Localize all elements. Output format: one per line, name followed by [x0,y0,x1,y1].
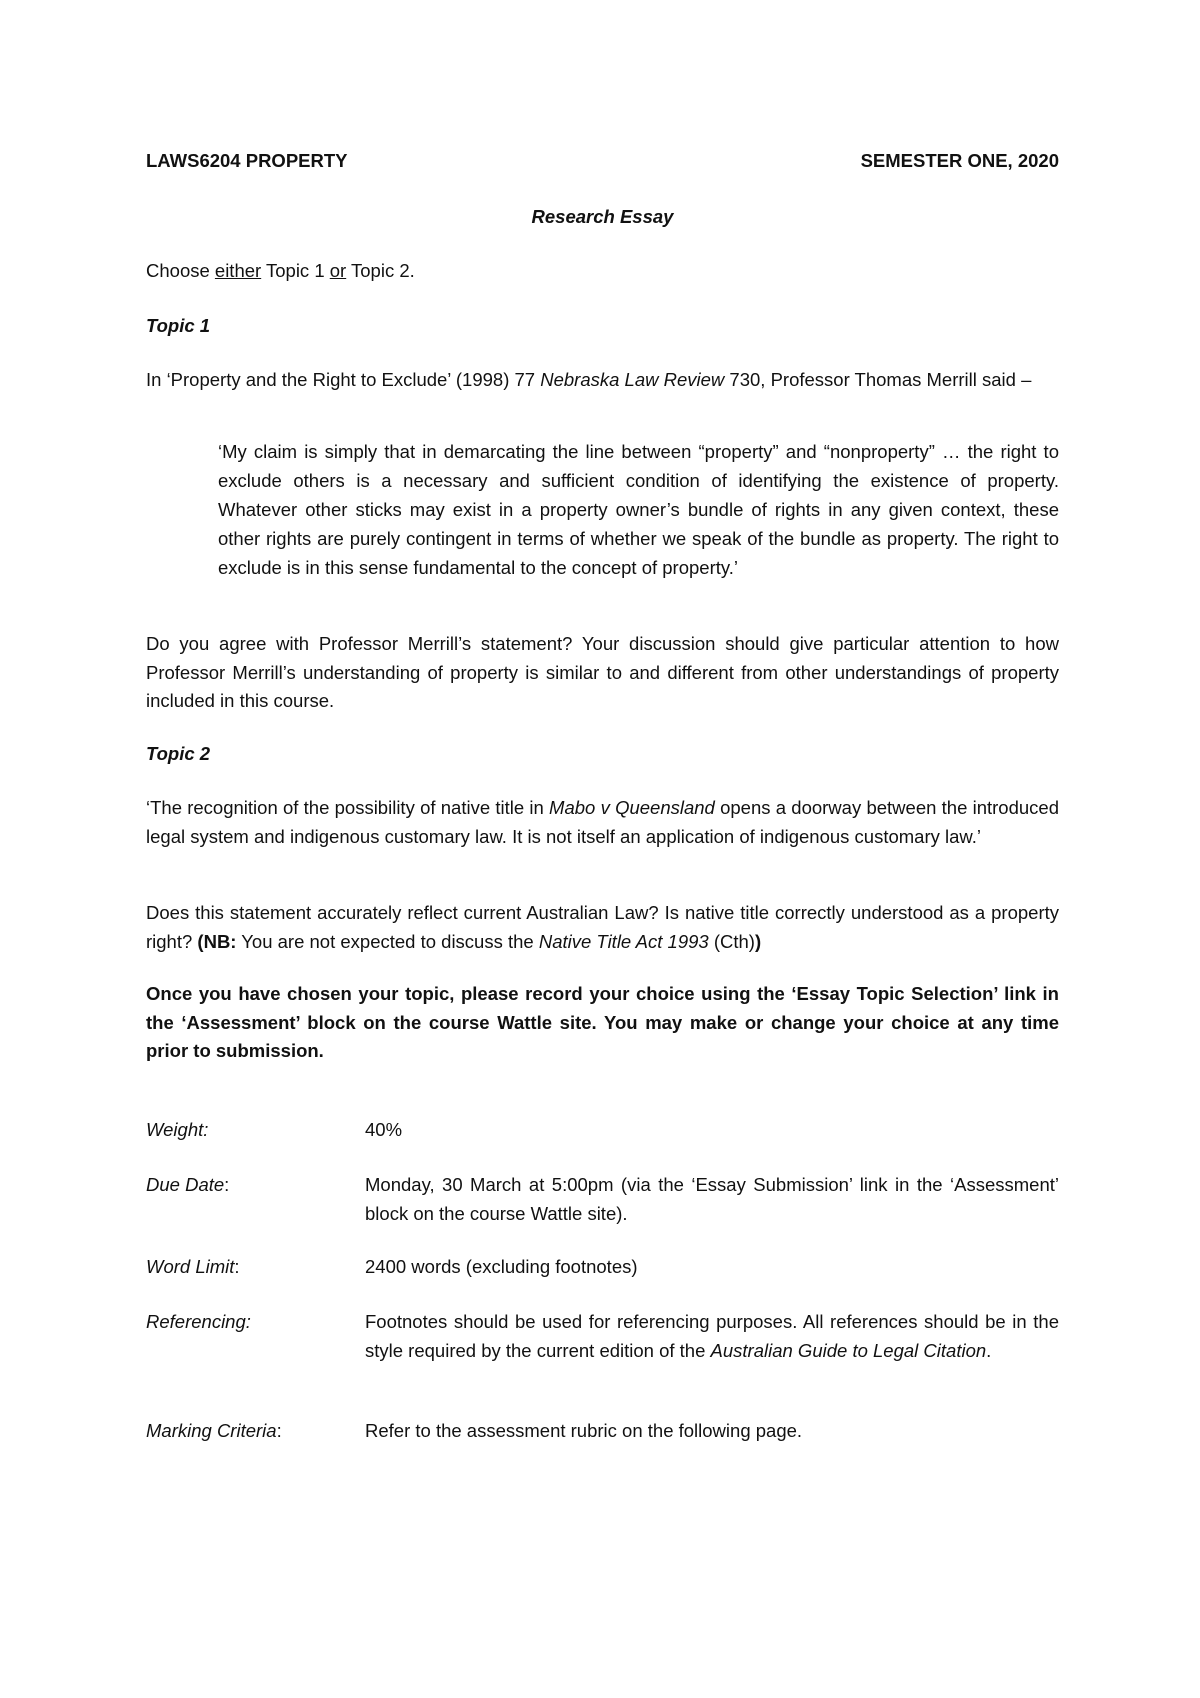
word-limit-label-text: Word Limit [146,1256,235,1277]
marking-colon: : [276,1420,282,1441]
topic2-statement-pre: ‘The recognition of the possibility of native title in [146,797,550,818]
topic2-question-pre: Does this statement accurately reflect current Australian Law? Is native title correctly understood as a property right? [146,902,1059,952]
word-limit-label [146,1253,346,1282]
choose-either: either [214,260,262,281]
topic2-question [146,899,1059,956]
topic2-cth: (Cth) [708,930,755,952]
choose-post: Topic 2. [346,260,415,281]
topic2-heading: Topic 2 [146,743,211,764]
due-date-label-text: Due Date [146,1174,225,1195]
marking-value: Refer to the assessment rubric on the following page. [365,1420,803,1441]
choose-instruction [146,257,1059,286]
referencing-value-post: . [986,1339,992,1361]
topic1-question: Do you agree with Professor Merrill’s statement? Your discussion should give particular attention to how Professor Merrill’s understanding of property is similar to and different from other understandings of property included in this course. [146,633,1059,711]
topic2-nb-text: You are not expected to discuss the [236,930,539,952]
topic1-heading: Topic 1 [146,315,211,336]
semester-label: SEMESTER ONE, 2020 [860,150,1059,171]
topic1-intro [146,366,1059,395]
course-code: LAWS6204 PROPERTY [146,150,348,171]
topic2-case-name: Mabo v Queensland [549,797,715,818]
referencing-value-pre: Footnotes should be used for referencing purposes. All references should be in the style required by the current edition of the [365,1311,1059,1361]
topic2-statement [146,794,1059,851]
weight-value: 40% [365,1119,403,1140]
selection-note: Once you have chosen your topic, please record your choice using the ‘Essay Topic Selection’ link in the ‘Assessment’ block on the course Wattle site. You may make or change your choice at any time prior to submission. [146,983,1059,1061]
due-date-label [146,1171,346,1200]
choose-or: or [329,260,347,281]
weight-label: Weight: [146,1119,209,1140]
document-title: Research Essay [531,206,674,227]
topic1-journal: Nebraska Law Review [540,369,725,390]
choose-pre: Choose [146,260,215,281]
marking-label-text: Marking Criteria [146,1420,277,1441]
topic1-quote: ‘My claim is simply that in demarcating the line between “property” and “nonproperty” … the right to exclude others is a necessary and sufficient condition of identifying the existence of property. Whatever other sticks may exist in a property owner’s bundle of rights in any given context, these other rights are purely contingent in terms of whether we speak of the bundle as property. The right to exclude is in this sense fundamental to the concept of property.’ [218,441,1059,578]
topic2-act-name: Native Title Act 1993 [538,930,709,952]
topic2-close-paren: ) [754,930,762,952]
topic1-intro-pre: In ‘Property and the Right to Exclude’ (1998) 77 [146,369,541,390]
word-limit-colon: : [234,1256,240,1277]
due-date-value: Monday, 30 March at 5:00pm (via the ‘Essay Submission’ link in the ‘Assessment’ block on the course Wattle site). [365,1174,1059,1224]
marking-label [146,1417,346,1446]
topic2-statement-post: opens a doorway between the introduced legal system and indigenous customary law. It is not itself an application of indigenous customary law.’ [146,797,1059,847]
referencing-guide-title: Australian Guide to Legal Citation [710,1339,987,1361]
referencing-label: Referencing: [146,1311,251,1332]
topic2-nb-label: (NB: [197,930,237,952]
referencing-value [365,1308,1059,1365]
topic1-intro-post: 730, Professor Thomas Merrill said – [724,369,1032,390]
choose-mid: Topic 1 [261,260,330,281]
word-limit-value: 2400 words (excluding footnotes) [365,1256,638,1277]
due-date-colon: : [224,1174,230,1195]
